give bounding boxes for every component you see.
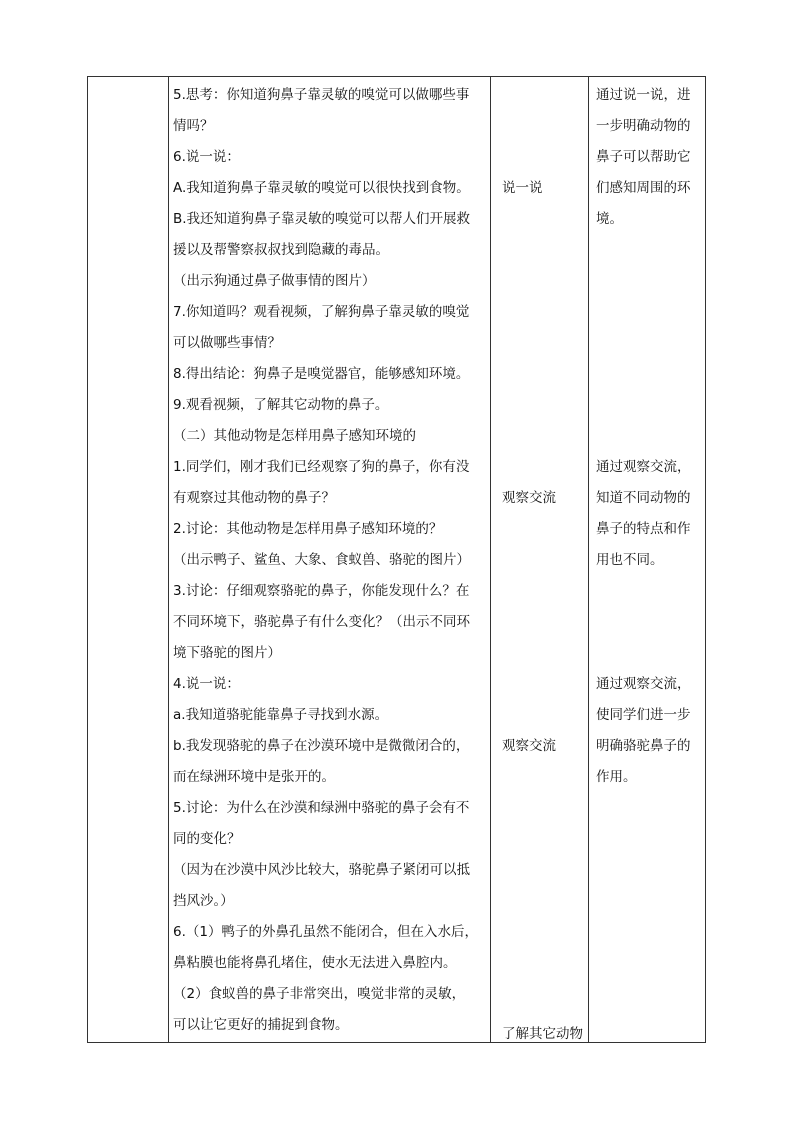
design-intent-line: 作用。	[596, 769, 637, 785]
process-line: 4.说一说：	[173, 676, 240, 692]
process-line: b.我发现骆驼的鼻子在沙漠环境中是微微闭合的，	[173, 738, 470, 754]
process-line: 2.讨论：其他动物是怎样用鼻子感知环境的？	[173, 521, 443, 537]
process-line: （2）食蚁兽的鼻子非常突出，嗅觉非常的灵敏，	[173, 986, 466, 1002]
process-line: （因为在沙漠中风沙比较大，骆驼鼻子紧闭可以抵	[173, 862, 470, 878]
design-intent-line: 通过观察交流，	[596, 676, 691, 692]
design-intent-block	[596, 452, 691, 576]
process-line: B.我还知道狗鼻子靠灵敏的嗅觉可以帮人们开展救	[173, 211, 471, 227]
process-line: a.我知道骆驼能靠鼻子寻找到水源。	[173, 707, 389, 723]
process-line: 5.讨论：为什么在沙漠和绿洲中骆驼的鼻子会有不	[173, 800, 470, 816]
design-intent-line: 通过观察交流，	[596, 459, 691, 475]
teaching-process-column	[173, 80, 493, 1041]
design-intent-line: 明确骆驼鼻子的	[596, 738, 691, 754]
activity-label: 说一说	[502, 180, 543, 196]
process-line: 可以让它更好的捕捉到食物。	[173, 1017, 349, 1033]
process-line: 鼻粘膜也能将鼻孔堵住，使水无法进入鼻腔内。	[173, 955, 457, 971]
process-line: 挡风沙。）	[173, 893, 234, 909]
design-intent-line: 一步明确动物的	[596, 118, 691, 134]
process-line: （出示鸭子、鲨鱼、大象、食蚁兽、骆驼的图片）	[173, 552, 470, 568]
process-line: 7.你知道吗？观看视频，了解狗鼻子靠灵敏的嗅觉	[173, 304, 470, 320]
process-line: 8.得出结论：狗鼻子是嗅觉器官，能够感知环境。	[173, 366, 470, 382]
activity-label: 了解其它动物	[502, 1026, 583, 1043]
process-line: 情吗？	[173, 118, 214, 134]
activity-label: 观察交流	[502, 738, 556, 754]
process-line: 援以及帮警察叔叔找到隐藏的毒品。	[173, 242, 389, 258]
design-intent-line: 用也不同。	[596, 552, 664, 568]
process-line: 可以做哪些事情？	[173, 335, 281, 351]
process-line: 5.思考：你知道狗鼻子靠灵敏的嗅觉可以做哪些事	[173, 87, 470, 103]
process-line: 而在绿洲环境中是张开的。	[173, 769, 335, 785]
design-intent-block	[596, 80, 691, 235]
design-intent-line: 知道不同动物的	[596, 490, 691, 506]
design-intent-line: 鼻子的特点和作	[596, 521, 691, 537]
column-divider	[588, 77, 589, 1042]
design-intent-line: 使同学们进一步	[596, 707, 691, 723]
activity-label: 观察交流	[502, 490, 556, 506]
process-line: （出示狗通过鼻子做事情的图片）	[173, 273, 376, 289]
process-line: （二）其他动物是怎样用鼻子感知环境的	[173, 428, 416, 444]
design-intent-line: 通过说一说，进	[596, 87, 691, 103]
lesson-plan-table	[87, 76, 706, 1043]
design-intent-line: 们感知周围的环	[596, 180, 691, 196]
process-line: 6.（1）鸭子的外鼻孔虽然不能闭合，但在入水后，	[173, 924, 478, 940]
design-intent-line: 境。	[596, 211, 623, 227]
process-line: 有观察过其他动物的鼻子？	[173, 490, 335, 506]
process-line: 6.说一说：	[173, 149, 240, 165]
column-divider	[168, 77, 169, 1042]
design-intent-line: 鼻子可以帮助它	[596, 149, 691, 165]
design-intent-block	[596, 669, 691, 793]
process-line: A.我知道狗鼻子靠灵敏的嗅觉可以很快找到食物。	[173, 180, 470, 196]
process-line: 1.同学们，刚才我们已经观察了狗的鼻子，你有没	[173, 459, 470, 475]
process-line: 不同环境下，骆驼鼻子有什么变化？（出示不同环	[173, 614, 470, 630]
process-line: 同的变化？	[173, 831, 241, 847]
process-line: 境下骆驼的图片）	[173, 645, 281, 661]
process-line: 3.讨论：仔细观察骆驼的鼻子，你能发现什么？在	[173, 583, 470, 599]
process-line: 9.观看视频，了解其它动物的鼻子。	[173, 397, 389, 413]
